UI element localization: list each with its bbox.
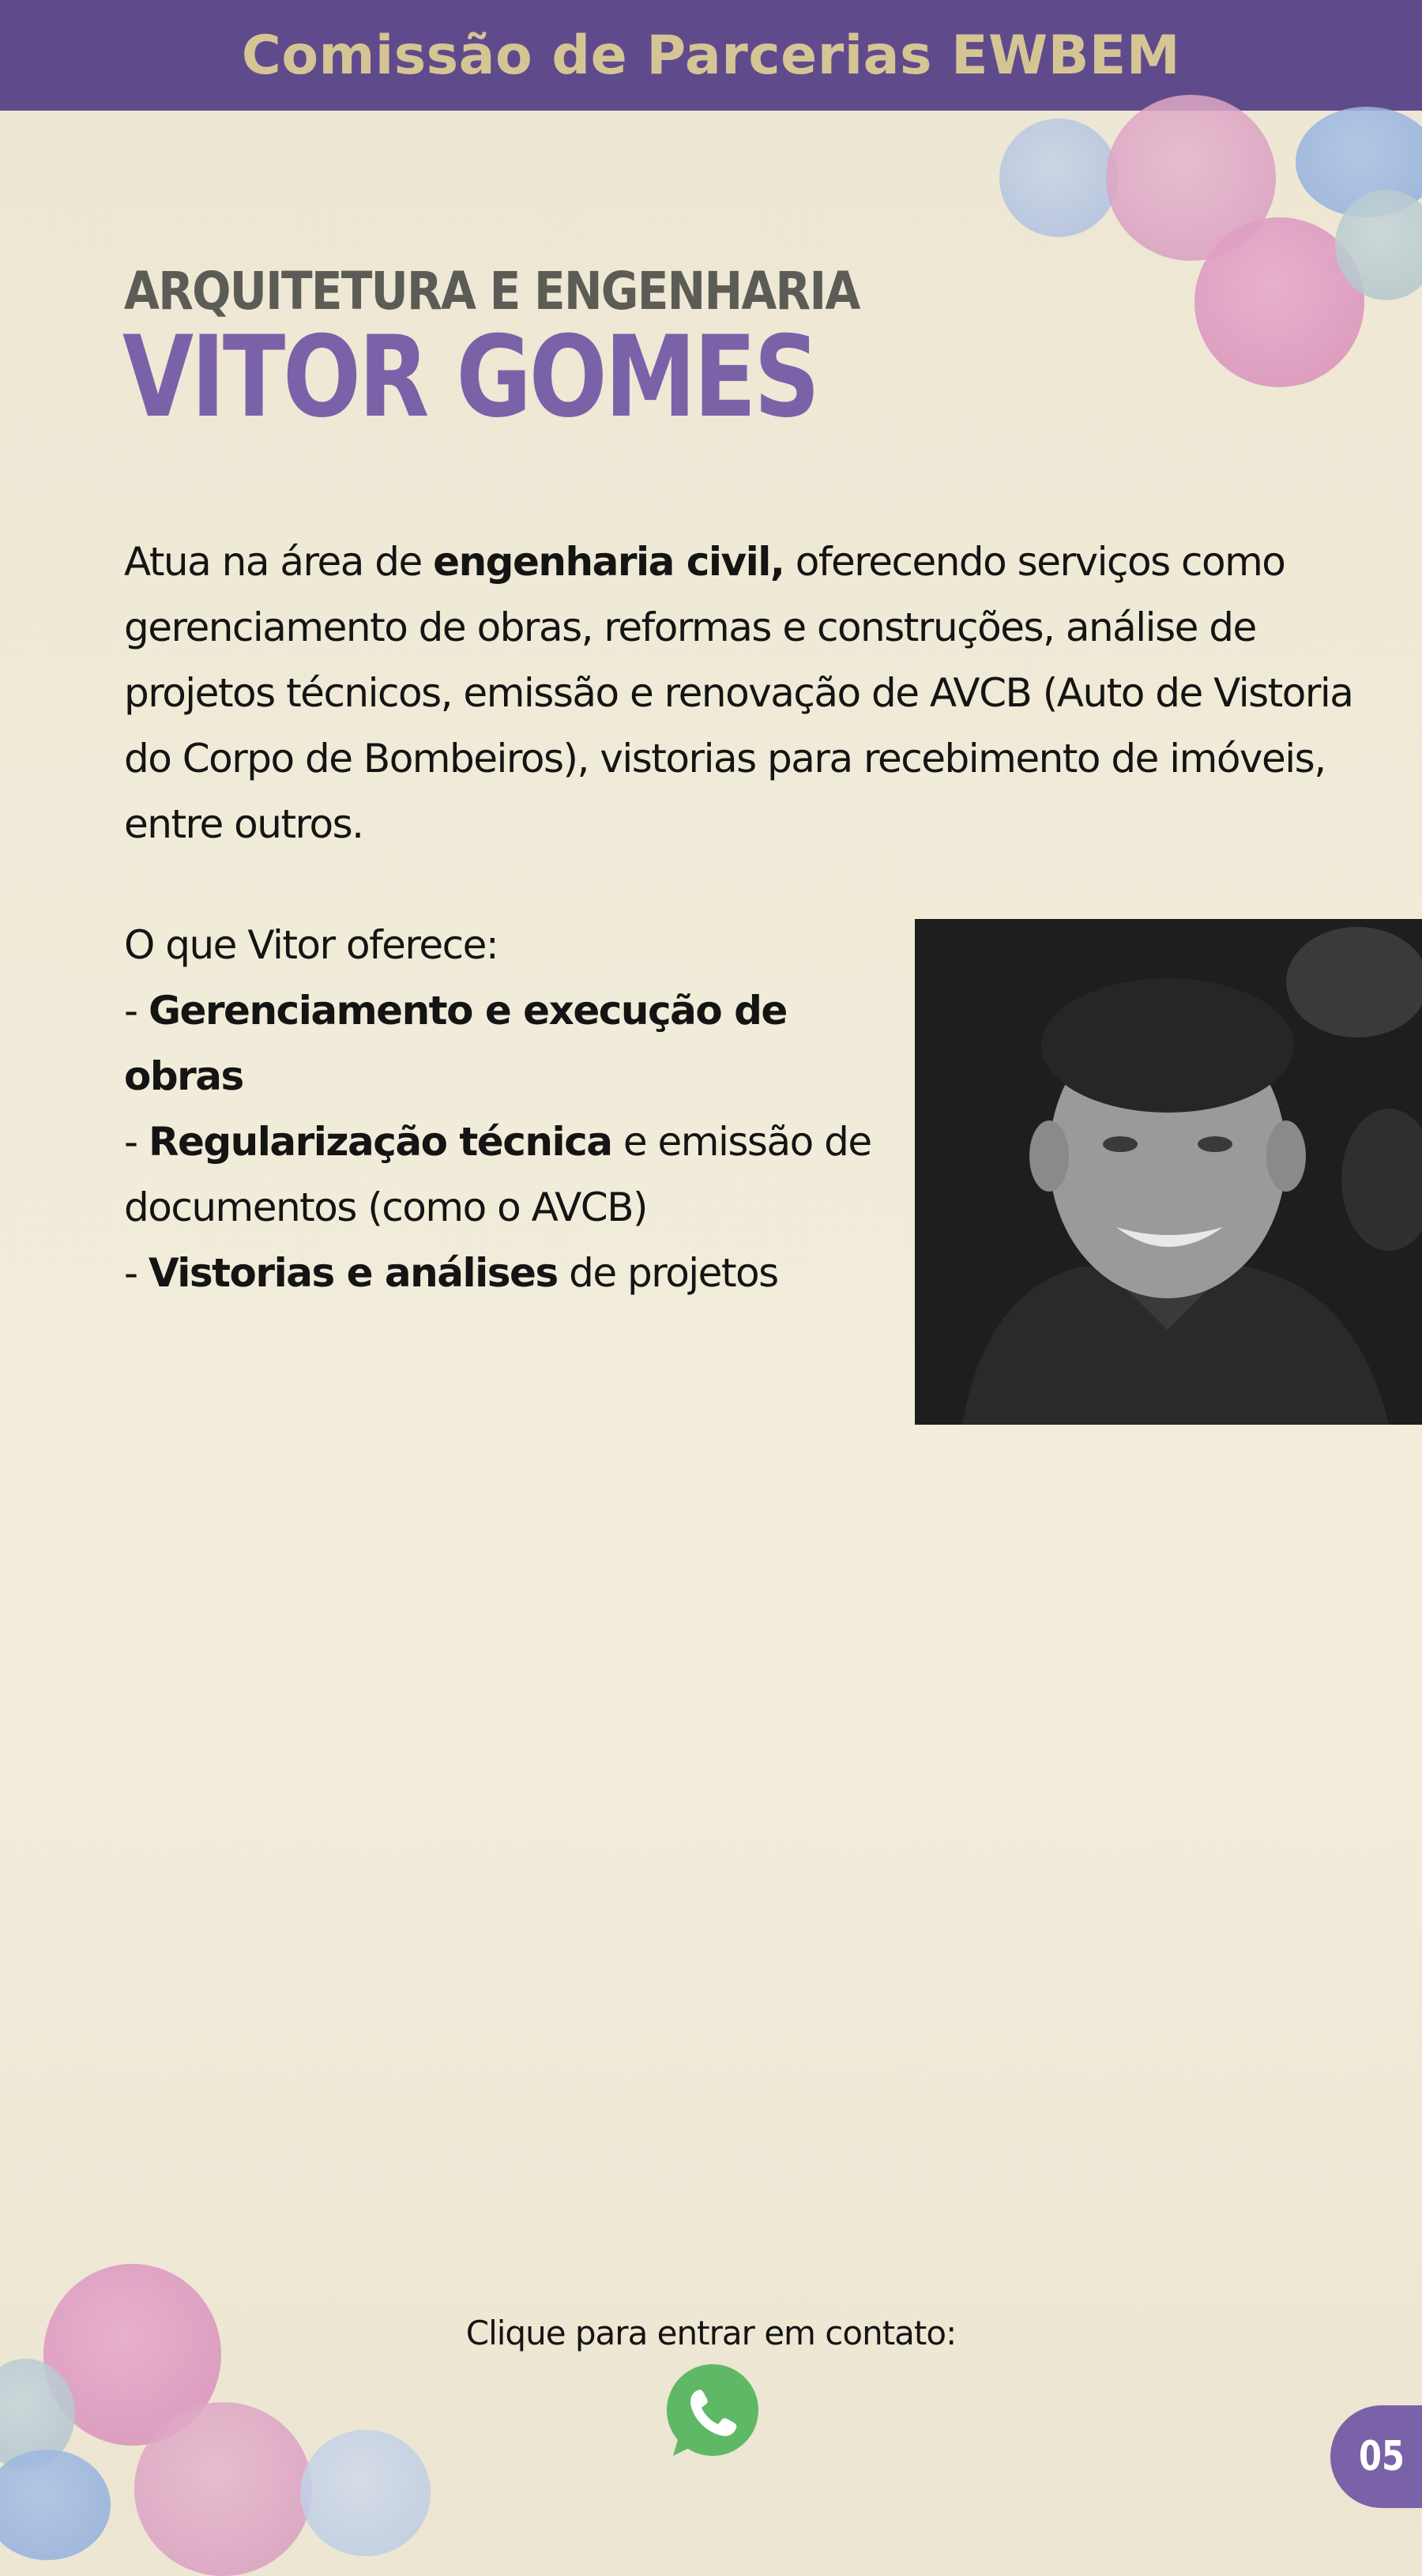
profile-category: ARQUITETURA E ENGENHARIA [124, 261, 860, 322]
offer-item-rest: e emissão de documentos (como o AVCB) [124, 1119, 871, 1230]
offer-item-prefix: - [124, 988, 149, 1034]
whatsapp-icon[interactable] [662, 2363, 760, 2461]
offer-item-prefix: - [124, 1119, 149, 1165]
contact-label: Clique para entrar em contato: [465, 2314, 957, 2352]
offer-item-bold: Regularização técnica [148, 1119, 612, 1165]
page-number-badge [1330, 2405, 1422, 2508]
offer-item [124, 1241, 914, 1306]
offer-item-prefix: - [124, 1250, 149, 1296]
portrait-placeholder [915, 919, 1422, 1425]
bio-text-2: oferecendo serviços como gerenciamento de obras, reformas e construções, análise de projetos técnicos, emissão e renovação de AVCB (Auto de Vistoria do Corpo de Bombeiros), vistorias para recebimento de imóveis, entre outros. [124, 539, 1353, 847]
offer-item-rest: de projetos [557, 1250, 778, 1296]
offer-list [124, 913, 914, 1306]
page-number: 05 [1359, 2433, 1405, 2480]
offer-item-bold: Vistorias e análises [148, 1250, 558, 1296]
bio-bold-text: engenharia civil, [433, 539, 784, 585]
offer-item [124, 1109, 914, 1241]
offer-item [124, 978, 914, 1109]
header-bar [0, 0, 1422, 111]
profile-name: VITOR GOMES [122, 312, 818, 443]
profile-photo [915, 919, 1422, 1425]
header-title: Comissão de Parcerias EWBEM [241, 24, 1181, 87]
bio-text-1: Atua na área de [124, 539, 434, 585]
offer-item-bold: Gerenciamento e execução de obras [124, 988, 787, 1099]
bio-paragraph [124, 529, 1356, 857]
offer-intro: O que Vitor oferece: [124, 922, 498, 968]
